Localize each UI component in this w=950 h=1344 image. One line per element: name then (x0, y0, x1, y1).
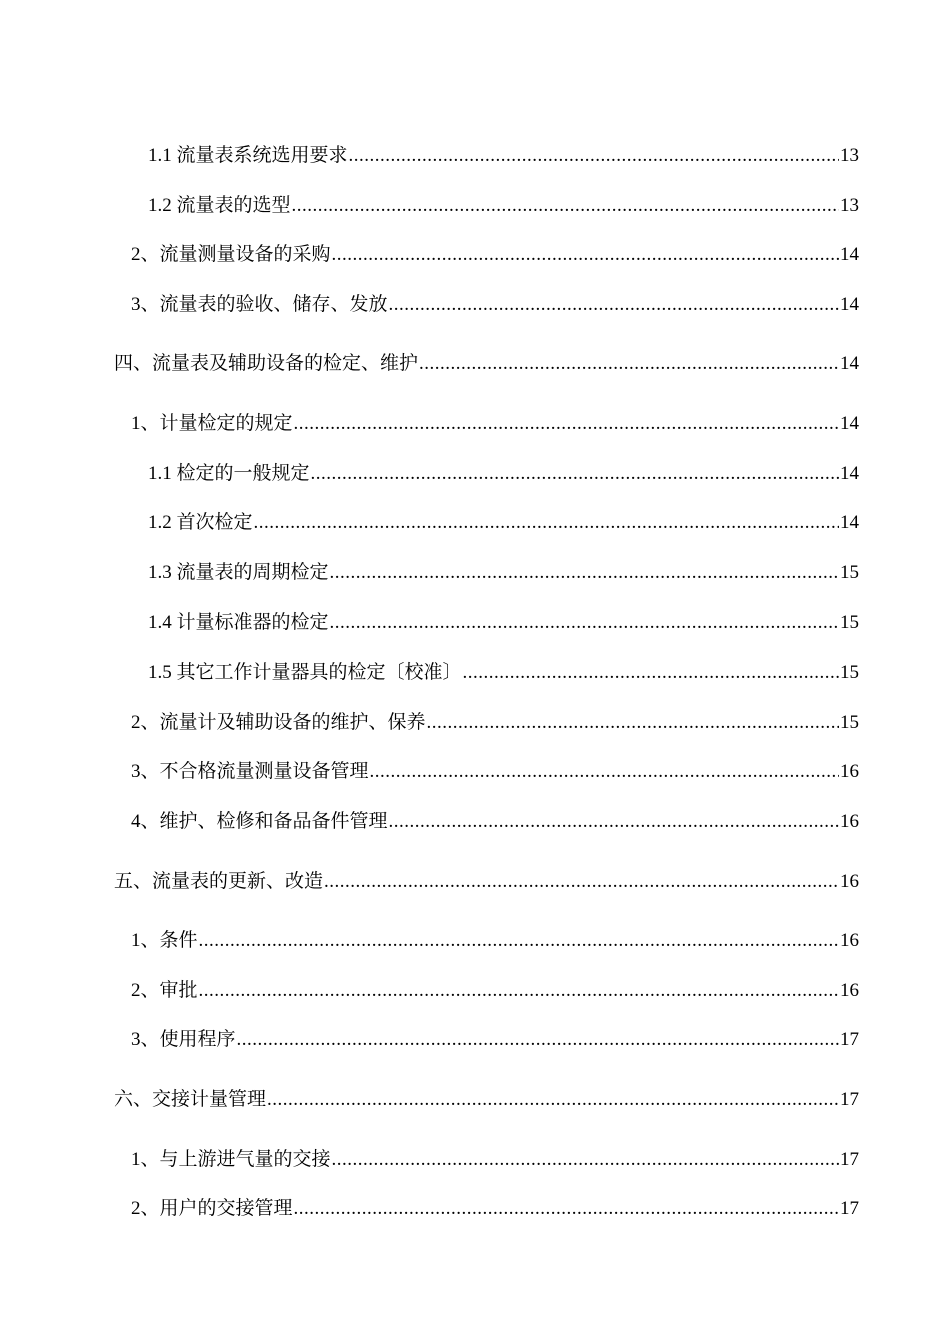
toc-entry-title: 3、不合格流量测量设备管理 (131, 761, 369, 782)
toc-leader-dots (332, 1148, 839, 1172)
toc-leader-dots (463, 661, 839, 685)
toc-entry-title: 2、用户的交接管理 (131, 1198, 293, 1219)
toc-leader-dots (349, 144, 839, 168)
toc-entry-page: 15 (840, 662, 859, 683)
toc-entry-title: 1.1 流量表系统选用要求 (148, 145, 348, 166)
toc-entry[interactable] (131, 760, 859, 784)
toc-leader-dots (324, 870, 839, 894)
toc-entry-page: 14 (840, 463, 859, 484)
toc-leader-dots (330, 561, 839, 585)
toc-entry[interactable] (148, 462, 859, 486)
toc-entry[interactable] (131, 293, 859, 317)
toc-entry[interactable] (148, 561, 859, 585)
toc-leader-dots (199, 979, 839, 1003)
toc-entry-page: 14 (840, 294, 859, 315)
toc-entry[interactable] (148, 144, 859, 168)
toc-entry-title: 1.5 其它工作计量器具的检定〔校准〕 (148, 662, 462, 683)
toc-entry-title: 1.3 流量表的周期检定 (148, 562, 329, 583)
toc-entry-title: 1.2 首次检定 (148, 512, 253, 533)
toc-entry-title: 2、流量计及辅助设备的维护、保养 (131, 712, 426, 733)
toc-entry-title: 1.2 流量表的选型 (148, 195, 291, 216)
toc-entry-title: 1.1 检定的一般规定 (148, 463, 310, 484)
toc-entry-page: 14 (840, 353, 859, 374)
toc-entry-title: 五、流量表的更新、改造 (114, 871, 324, 892)
toc-leader-dots (292, 194, 839, 218)
toc-entry[interactable] (131, 1197, 859, 1221)
toc-entry-page: 17 (840, 1198, 859, 1219)
toc-leader-dots (370, 760, 839, 784)
toc-leader-dots (254, 511, 839, 535)
toc-entry[interactable] (148, 661, 859, 685)
toc-entry[interactable] (131, 412, 859, 436)
toc-entry[interactable] (114, 352, 859, 376)
toc-entry[interactable] (131, 929, 859, 953)
toc-entry-title: 四、流量表及辅助设备的检定、维护 (114, 353, 419, 374)
toc-entry-page: 15 (840, 612, 859, 633)
toc-entry[interactable] (114, 1088, 859, 1112)
toc-leader-dots (199, 929, 839, 953)
toc-entry-title: 1、条件 (131, 930, 198, 951)
toc-entry-page: 13 (840, 195, 859, 216)
toc-leader-dots (294, 1197, 839, 1221)
toc-entry[interactable] (114, 870, 859, 894)
toc-entry[interactable] (148, 611, 859, 635)
toc-entry[interactable] (148, 511, 859, 535)
toc-entry-page: 17 (840, 1089, 859, 1110)
toc-entry[interactable] (131, 243, 859, 267)
toc-entry-title: 4、维护、检修和备品备件管理 (131, 811, 388, 832)
toc-entry-page: 14 (840, 244, 859, 265)
toc-entry-page: 15 (840, 562, 859, 583)
toc-entry[interactable] (131, 711, 859, 735)
toc-entry-title: 1、与上游进气量的交接 (131, 1149, 331, 1170)
toc-leader-dots (294, 412, 839, 436)
toc-entry[interactable] (131, 1028, 859, 1052)
toc-entry[interactable] (131, 979, 859, 1003)
toc-entry-page: 16 (840, 930, 859, 951)
toc-leader-dots (267, 1088, 839, 1112)
toc-entry[interactable] (131, 1148, 859, 1172)
toc-entry-page: 16 (840, 980, 859, 1001)
toc-entry-page: 16 (840, 761, 859, 782)
toc-entry-title: 1.4 计量标准器的检定 (148, 612, 329, 633)
toc-leader-dots (311, 462, 839, 486)
toc-entry-page: 16 (840, 811, 859, 832)
toc-leader-dots (427, 711, 839, 735)
toc-entry-title: 六、交接计量管理 (114, 1089, 267, 1110)
toc-entry-page: 14 (840, 512, 859, 533)
toc-entry-title: 3、流量表的验收、储存、发放 (131, 294, 388, 315)
toc-leader-dots (237, 1028, 839, 1052)
toc-leader-dots (389, 810, 839, 834)
toc-entry-page: 17 (840, 1029, 859, 1050)
toc-entry[interactable] (148, 194, 859, 218)
toc-entry-page: 13 (840, 145, 859, 166)
toc-leader-dots (330, 611, 839, 635)
toc-entry-page: 15 (840, 712, 859, 733)
toc-entry[interactable] (131, 810, 859, 834)
toc-entry-title: 2、流量测量设备的采购 (131, 244, 331, 265)
toc-entry-title: 1、计量检定的规定 (131, 413, 293, 434)
toc-entry-page: 14 (840, 413, 859, 434)
toc-entry-page: 16 (840, 871, 859, 892)
toc-leader-dots (332, 243, 839, 267)
toc-entry-title: 2、审批 (131, 980, 198, 1001)
toc-leader-dots (419, 352, 839, 376)
toc-entry-page: 17 (840, 1149, 859, 1170)
toc-leader-dots (389, 293, 839, 317)
toc-entry-title: 3、使用程序 (131, 1029, 236, 1050)
